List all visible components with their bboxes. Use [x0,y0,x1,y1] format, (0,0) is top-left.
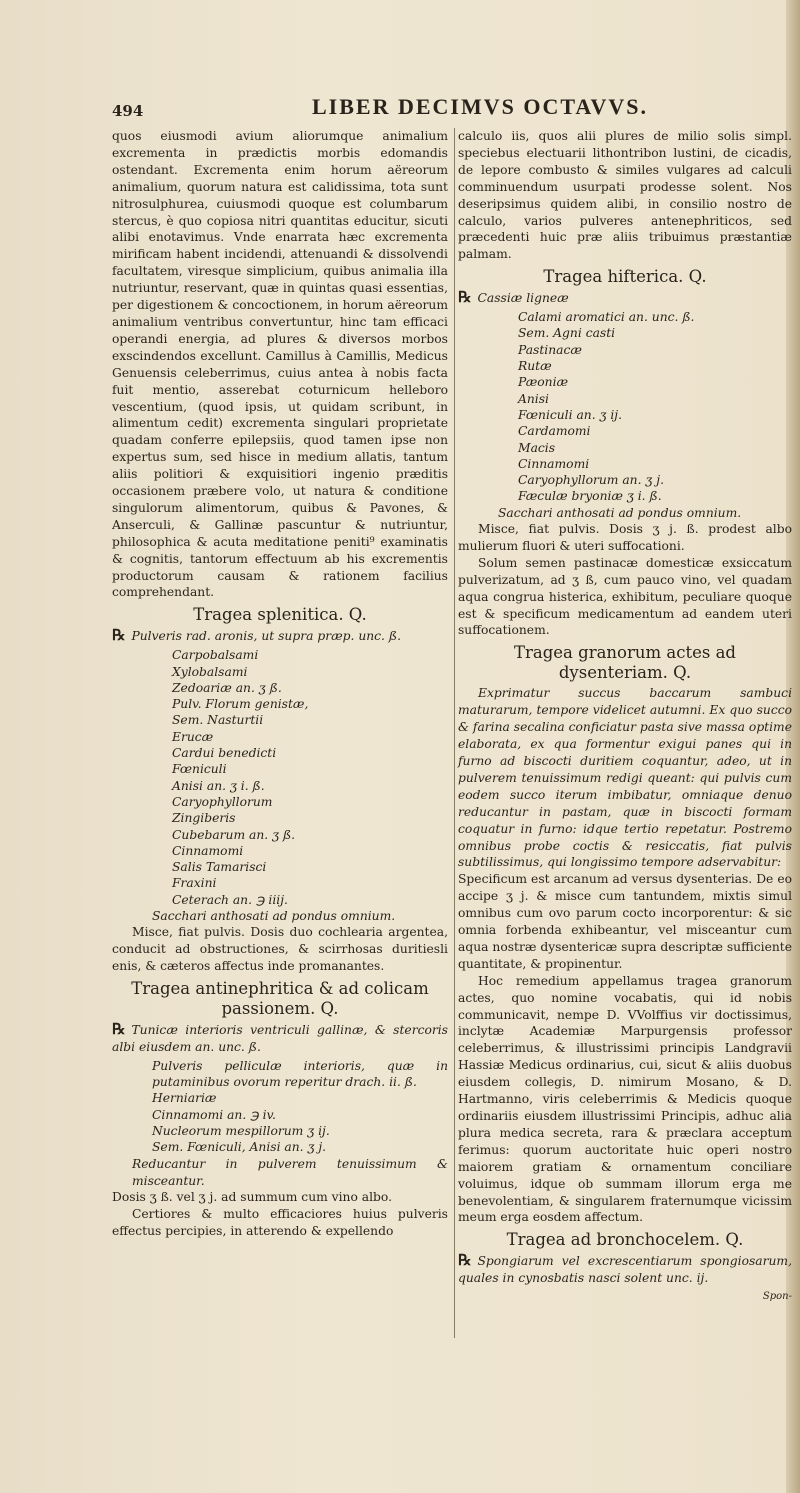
ingredient: Pulv. Florum genistæ, [172,697,309,712]
ingredient: Caryophyllorum [172,794,273,809]
paragraph: Hoc remedium appellamus tragea granorum actes, quo nomine vocabatis, qui id nobis communicavit, nempe D. VVolffius vir doctissimus, inclytæ Academiæ Marpurgensis professor celeberrimus, & illustrissimi principis Landgravii Hassiæ Medicus ordinarius, cui, sicut & aliis duobus eiusdem collegis, D. nimirum Mosano, & D. Hartmanno, viris celeberrimis & Medicis quoque ordinariis eiusdem illustrissimi Principis, adhuc alia plura medica secreta, rara & præclara acceptum ferimus: quorum auctoritate huic operi nostro maiorem gratiam & ornamentum conciliare voluimus, idque ob summam illorum erga me benevolentiam, & singularem fraternumque vicissim meum erga eosdem affectum. [458,973,792,1225]
paragraph: Solum semen pastinacæ domesticæ exsiccatum pulverizatum, ad ʒ ß, cum pauco vino, vel quadam aqua congrua histerica, exhibitum, peculiare quoque est & specificum medicamentum ad eandem uteri suffocationem. [458,555,792,638]
recipe-line: ℞ Pulveris rad. aronis, ut supra præp. unc. ß. [112,626,401,645]
left-column [112,128,448,1240]
ingredient: Salis Tamarisci [172,860,267,875]
ingredient: Pastinacæ [518,342,582,357]
instruction: Reducantur in pulverem tenuissimum & misceantur. [132,1156,448,1188]
ingredient: Cardamomi [518,424,591,439]
ingredient-tail: Sacchari anthosati ad pondus omnium. [498,505,742,520]
ingredient: Calami aromatici an. unc. ß. [518,310,695,325]
ingredient: Ceterach an. ℈ iiij. [172,892,288,907]
recipe-text: Exprimatur succus baccarum sambuci maturarum, tempore videlicet autumni. Ex quo succo & farina secalina conficiatur pasta sive massa optime elaborata, ex qua formentur exigui panes qui in furno ad biscocti duritiem coquantur, adeo, ut in pulverem tenuissimum redigi queant: qui pulvis cum eodem succo iterum imbibatur, omniaque denuo reducantur in pastam, quæ in biscocti formam coquatur in furno: idque tertio repetatur. Postremo omnibus probe coctis & resiccatis, fiat pulvis subtilissimus, qui longissimo tempore adservabitur: [458,686,792,870]
ingredient: Carpobalsami [172,648,259,663]
dosage-text: Dosis ʒ ß. vel ʒ j. ad summum cum vino albo. [112,1190,393,1205]
ingredient: Erucæ [172,729,214,744]
ingredient: Cardui benedicti [172,746,277,761]
ingredient: Cinnamomi an. ℈ iv. [152,1107,276,1122]
recipe-symbol: ℞ [458,288,472,307]
ingredient: Rutæ [518,359,552,374]
right-column [458,128,792,1306]
running-title: LIBER DECIMVS OCTAVVS. [312,94,648,119]
recipe-line: ℞ Spongiarum vel excrescentiarum spongiosarum, quales in cynosbatis nasci solent unc. ij. [458,1251,792,1286]
recipe-line: ℞ Cassiæ ligneæ [458,288,569,307]
ingredient: Zedoariæ an. ʒ ß. [172,680,282,695]
ingredient: Pæoniæ [518,375,569,390]
page-number: 494 [112,102,144,120]
ingredient: Fraxini [172,876,217,891]
ingredient: Sem. Nasturtii [172,713,264,728]
catchword: Spon- [762,1291,792,1303]
page-header [112,94,792,122]
ingredient: Nucleorum mespillorum ʒ ij. [152,1124,330,1139]
recipe-line: ℞ Tunicæ interioris ventriculi gallinæ, & stercoris albi eiusdem an. unc. ß. [112,1020,448,1054]
paragraph: Certiores & multo efficaciores huius pulveris effectus percipies, in atterendo & expellendo [112,1207,448,1239]
ingredient: Herniariæ [152,1091,217,1106]
recipe-heading: Tragea splenitica. Q. [193,605,367,625]
ingredient: Macis [518,440,556,455]
paragraph: quos eiusmodi avium aliorumque animalium excrementa in prædictis morbis edomandis ostendant. Excrementa enim horum aëreorum animalium, quorum natura est calidissima, tota sunt nitrosulphurea, cuiusmodi quoque est columbarum stercus, è quo copiosa nitri quantitas educitur, sicuti alibi enotavimus. Vnde enarrata hæc excrementa mirificam habent incidendi, attenuandi & dissolvendi facultatem, viresque simplicium, quibus animalia illa nutriuntur, reservant, quæ in quintas quasi essentias, per digestionem & concoctionem, in horum aëreorum animalium ventribus convertuntur, hinc tam efficaci operandi energia, ad plures & diversos morbos exscindendos excellunt. Camillus à Camillis, Medicus Genuensis celeberrimus, cuius antea à nobis facta fuit mentio, asserebat coturnicum helleboro vescentium, (quod ipsis, ut quidam scribunt, in alimentum cedit) excrementa singulari proprietate quadam conferre epilepsiis, quod tamen ipse non expertus sum, sed hisce in medium allatis, tantum aliis politiori & exquisitiori ingenio præditis occasionem præbere volo, ut natura & conditione singulorum alimentorum, quibus & Pavones, & Anserculi, & Gallinæ pascuntur & nutriuntur, philosophica & acuta meditatione peniti⁹ examinatis & cognitis, tantorum effectuum ab his excrementis productorum causam & rationem facilius comprehendant. [112,129,448,600]
recipe-heading: Tragea granorum actes ad dysenteriam. Q. [514,643,736,683]
ingredient: Zingiberis [172,811,236,826]
recipe-heading: Tragea antinephritica & ad colicam passionem. Q. [131,979,429,1019]
paragraph: calculo iis, quos alii plures de milio solis simpl. speciebus electuarii lithontribon lustini, de cicadis, de lepore combusto & similes vulgares ad calculi comminuendum usurpati prodesse solent. Nos deseripsimus quidem alibi, in consilio nostro de calculo, varios pulveres antenephriticos, sed præcedenti huic præ aliis tribuimus præstantiæ palmam. [458,129,792,262]
ingredient: Xylobalsami [172,664,248,679]
ingredient: Anisi an. ʒ i. ß. [172,778,265,793]
dosage-text: Misce, fiat pulvis. Dosis ʒ j. ß. prodest albo mulierum fluori & uteri suffocationi. [458,522,792,553]
ingredient: Fœniculi an. ʒ ij. [518,407,623,422]
ingredient-tail: Sacchari anthosati ad pondus omnium. [152,909,396,924]
ingredient: Sem. Fœniculi, Anisi an. ʒ j. [152,1140,327,1155]
ingredient: Fæculæ bryoniæ ʒ i. ß. [518,489,662,504]
paragraph: Specificum est arcanum ad versus dysenterias. De eo accipe ʒ j. & misce cum tantundem, mixtis simul omnibus cum ovo parum cocto incorporentur: & sic omnia forbenda exhibeantur, vel misceantur cum aqua nostræ dysentericæ supra descriptæ sufficiente quantitate, & propinentur. [458,872,792,971]
ingredient: Cinnamomi [518,456,590,471]
recipe-heading: Tragea hifterica. Q. [543,267,707,287]
recipe-symbol: ℞ [112,626,126,645]
recipe-symbol: ℞ [458,1251,472,1270]
ingredient: Anisi [518,391,549,406]
ingredient: Cubebarum an. ʒ ß. [172,827,296,842]
ingredient: Sem. Agni casti [518,326,616,341]
column-divider [454,128,455,1338]
ingredient: Caryophyllorum an. ʒ j. [518,473,664,488]
recipe-heading: Tragea ad bronchocelem. Q. [506,1230,744,1250]
ingredient: Fœniculi [172,762,227,777]
ingredient: Cinnamomi [172,843,244,858]
recipe-symbol: ℞ [112,1020,126,1039]
dosage-text: Misce, fiat pulvis. Dosis duo cochlearia argentea, conducit ad obstructiones, & scirrhosas duritiesli enis, & cæteros affectus inde promanantes. [112,925,448,974]
ingredient: Pulveris pelliculæ interioris, quæ in putaminibus ovorum reperitur drach. ii. ß. [152,1058,448,1090]
